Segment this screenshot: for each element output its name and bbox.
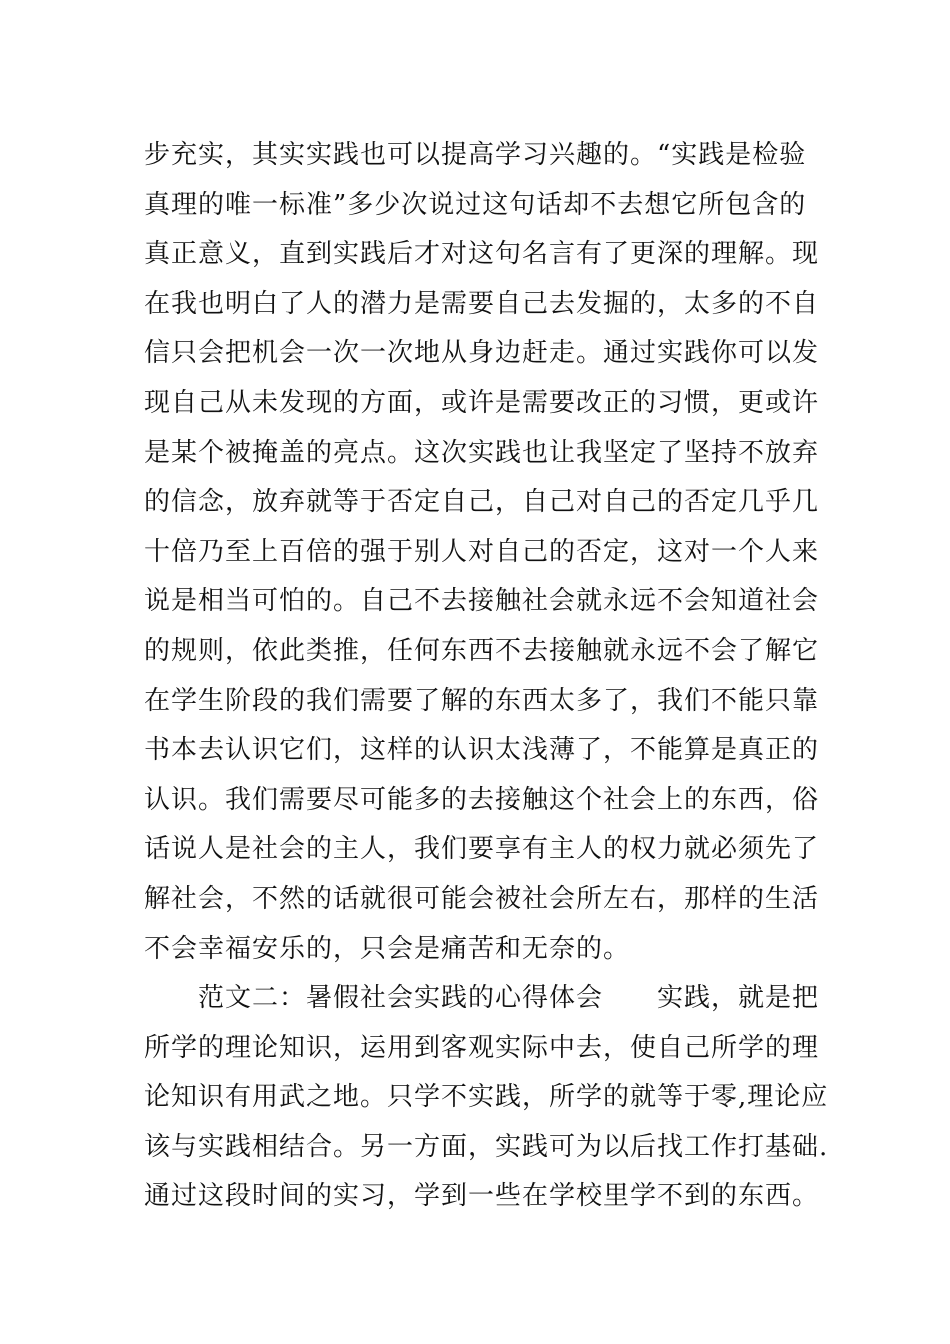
- text-line: 在我也明白了人的潜力是需要自己去发掘的，太多的不自: [144, 288, 820, 319]
- text-line: 不会幸福安乐的，只会是痛苦和无奈的。: [144, 933, 631, 964]
- text-line: 话说人是社会的主人，我们要享有主人的权力就必须先了: [144, 834, 820, 865]
- text-line: 的信念，放弃就等于否定自己，自己对自己的否定几乎几: [144, 487, 820, 518]
- text-line: 书本去认识它们，这样的认识太浅薄了，不能算是真正的: [144, 735, 820, 766]
- text-line: 现自己从未发现的方面，或许是需要改正的习惯，更或许: [144, 387, 820, 418]
- text-line: 认识。我们需要尽可能多的去接触这个社会上的东西，俗: [144, 784, 820, 815]
- text-line: 真理的唯一标准”多少次说过这句话却不去想它所包含的: [144, 189, 807, 220]
- section-heading-line: 范文二：暑假社会实践的心得体会 实践，就是把: [198, 983, 820, 1014]
- text-line: 步充实，其实实践也可以提高学习兴趣的。“实践是检验: [144, 140, 807, 170]
- text-line: 所学的理论知识，运用到客观实际中去，使自己所学的理: [144, 1032, 820, 1063]
- text-line: 信只会把机会一次一次地从身边赶走。通过实践你可以发: [144, 338, 820, 369]
- text-line: 解社会，不然的话就很可能会被社会所左右，那样的生活: [144, 883, 820, 914]
- text-line: 论知识有用武之地。只学不实践，所学的就等于零,理论应: [144, 1082, 829, 1113]
- text-line: 在学生阶段的我们需要了解的东西太多了，我们不能只靠: [144, 685, 820, 716]
- text-line: 是某个被掩盖的亮点。这次实践也让我坚定了坚持不放弃: [144, 437, 820, 468]
- text-line: 的规则，依此类推，任何东西不去接触就永远不会了解它: [144, 635, 820, 666]
- text-line: 该与实践相结合。另一方面，实践可为以后找工作打基础.: [144, 1131, 829, 1162]
- text-line: 通过这段时间的实习，学到一些在学校里学不到的东西。: [144, 1181, 820, 1212]
- text-line: 真正意义，直到实践后才对这句名言有了更深的理解。现: [144, 239, 820, 270]
- text-line: 说是相当可怕的。自己不去接触社会就永远不会知道社会: [144, 586, 820, 617]
- text-line: 十倍乃至上百倍的强于别人对自己的否定，这对一个人来: [144, 536, 820, 567]
- body-text: [144, 131, 829, 1222]
